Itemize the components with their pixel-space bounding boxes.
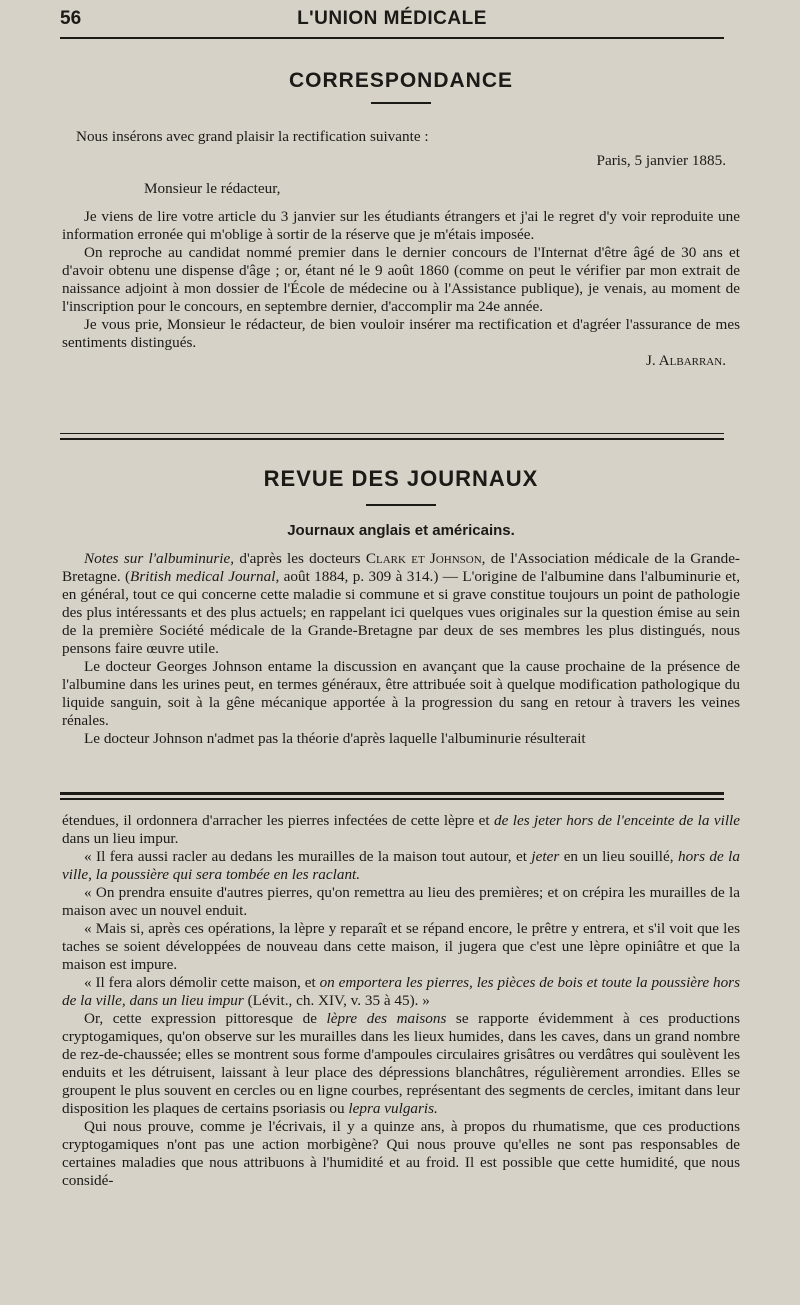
feuilleton-section xyxy=(62,812,740,1190)
text-run: jeter xyxy=(531,848,560,865)
text-run: « Il fera aussi racler au dedans les murailles de la maison tout autour, et xyxy=(84,848,532,865)
correspondence-intro: Nous insérons avec grand plaisir la rectification suivante : xyxy=(76,128,429,145)
text-run: hors de la ville, la poussière qui sera tombée en les raclant. xyxy=(62,848,740,883)
text-run: on emportera les pierres, les pièces de bois et toute la poussière hors de la ville, dans un lieu impur xyxy=(62,974,741,1009)
article-paragraph: Le docteur Georges Johnson entame la discussion en avançant que la cause prochaine de la présence de l'albumine dans les urines peut, en termes généraux, être attribuée soit à quelque modification pathologique du liquide sanguin, soit à la gêne mécanique apportée à la progression du sang en retour à travers les veines rénales. xyxy=(62,658,740,729)
title-ornament xyxy=(366,504,436,506)
text-run: d'après les docteurs xyxy=(234,550,366,567)
text-run: lèpre des maisons xyxy=(326,1010,447,1027)
text-run: en un lieu souillé, xyxy=(559,848,678,865)
section-divider xyxy=(60,438,724,440)
running-title: L'UNION MÉDICALE xyxy=(297,8,487,29)
text-run: dans un lieu impur. xyxy=(62,830,179,847)
article-title: Notes sur l'albuminurie, xyxy=(84,550,235,567)
text-run: se rapporte évidemment à ces productions cryptogamiques, qu'on observe sur les murailles dans les lieux humides, dans les caves, dans un grand nombre de rez-de-chaussée; elles se montrent sous forme d'ampoules circulaires grisâtres ou verdâtres qui soulèvent les enduits et les détruisent, laissant à leur place des dépressions blanchâtres, régulièrement arrondies. Elles se groupent le plus souvent en cercles ou en ligne courbes, représentant des segments de cercles, imitant dans leur disposition les plaques de certains psoriasis ou xyxy=(62,1010,740,1117)
feuilleton-paragraph: « Mais si, après ces opérations, la lèpre y reparaît et se répand encore, le prêtre y entrera, et s'il voit que les taches se soient développées de nouveau dans cette maison, il jugera que c'est une lèpre opiniâtre et que la maison est impure. xyxy=(62,920,740,973)
article-paragraph xyxy=(62,550,740,658)
text-run: de les jeter hors de l'enceinte de la ville xyxy=(493,812,740,829)
feuilleton-paragraph: « On prendra ensuite d'autres pierres, qu'on remettra au lieu des premières; et on crépira les murailles de la maison avec un nouvel enduit. xyxy=(62,884,740,919)
article-authors: Clark et Johnson, xyxy=(365,550,486,567)
revue-section xyxy=(62,466,740,748)
header-rule xyxy=(60,37,724,39)
section-divider xyxy=(60,433,724,434)
dateline: Paris, 5 janvier 1885. xyxy=(596,152,726,169)
feuilleton-paragraph xyxy=(62,974,740,1010)
feuilleton-paragraph: Qui nous prouve, comme je l'écrivais, il y a quinze ans, à propos du rhumatisme, que ces productions cryptogamiques n'ont pas une action morbigène? Qui nous prouve qu'elles ne sont pas responsables de certaines maladies que nous attribuons à l'humidité et au froid. Il est possible que cette humidité, que nous considé- xyxy=(62,1118,740,1189)
text-run: août 1884, p. 309 à 314.) — L'origine de l'albumine dans l'albuminurie et, en général, tout ce qui concerne cette maladie si commune et si grave constitue toujours un point de pathologie des plus intéressants et des plus actuels; en rappelant ici quelques vues originales sur la question émise au sein de la première Société médicale de la Grande-Bretagne par deux de ses membres les plus distingués, nous pensons faire œuvre utile. xyxy=(62,568,740,657)
letter-paragraph: On reproche au candidat nommé premier dans le dernier concours de l'Internat d'être âgé de 30 ans et d'avoir obtenu une dispense d'âge ; or, étant né le 9 août 1860 (comme on peut le vérifier par mon extrait de naissance adjoint à mon dossier de l'École de médecine ou à l'Assistance publique), je venais, au moment de l'inscription pour le concours, en septembre dernier, d'accomplir ma 24e année. xyxy=(62,244,740,315)
letter-paragraph: Je viens de lire votre article du 3 janvier sur les étudiants étrangers et j'ai le regret d'y voir reproduite une information erronée qui m'oblige à sortir de la réserve que je m'étais imposée. xyxy=(62,208,740,243)
text-run: de l'Association médicale de la Grande-Bretagne. ( xyxy=(62,550,740,585)
text-run: Or, cette expression pittoresque de xyxy=(84,1010,327,1027)
text-run: étendues, il ordonnera d'arracher les pierres infectées de cette lèpre et xyxy=(62,812,494,829)
text-run: lepra vulgaris. xyxy=(348,1100,438,1117)
text-run: (Lévit., ch. XIV, v. 35 à 45). » xyxy=(243,992,430,1009)
feuilleton-divider xyxy=(60,792,724,795)
page-header xyxy=(60,8,724,32)
correspondence-section xyxy=(62,68,740,370)
text-run: « Il fera alors démolir cette maison, et xyxy=(84,974,320,991)
signature: J. Albarran. xyxy=(646,352,726,369)
feuilleton-paragraph xyxy=(62,812,740,848)
title-ornament xyxy=(371,102,431,104)
revue-subtitle: Journaux anglais et américains. xyxy=(287,522,515,539)
feuilleton-paragraph xyxy=(62,1010,740,1118)
page-number: 56 xyxy=(60,8,82,29)
revue-title: REVUE DES JOURNAUX xyxy=(263,466,539,491)
feuilleton-divider xyxy=(60,798,724,800)
feuilleton-paragraph xyxy=(62,848,740,884)
article-paragraph: Le docteur Johnson n'admet pas la théorie d'après laquelle l'albuminurie résulterait xyxy=(84,730,586,747)
correspondence-title: CORRESPONDANCE xyxy=(288,69,514,92)
journal-name: British medical Journal, xyxy=(130,568,280,585)
letter-paragraph: Je vous prie, Monsieur le rédacteur, de bien vouloir insérer ma rectification et d'agréer l'assurance de mes sentiments distingués. xyxy=(62,316,740,351)
salutation: Monsieur le rédacteur, xyxy=(144,180,281,197)
